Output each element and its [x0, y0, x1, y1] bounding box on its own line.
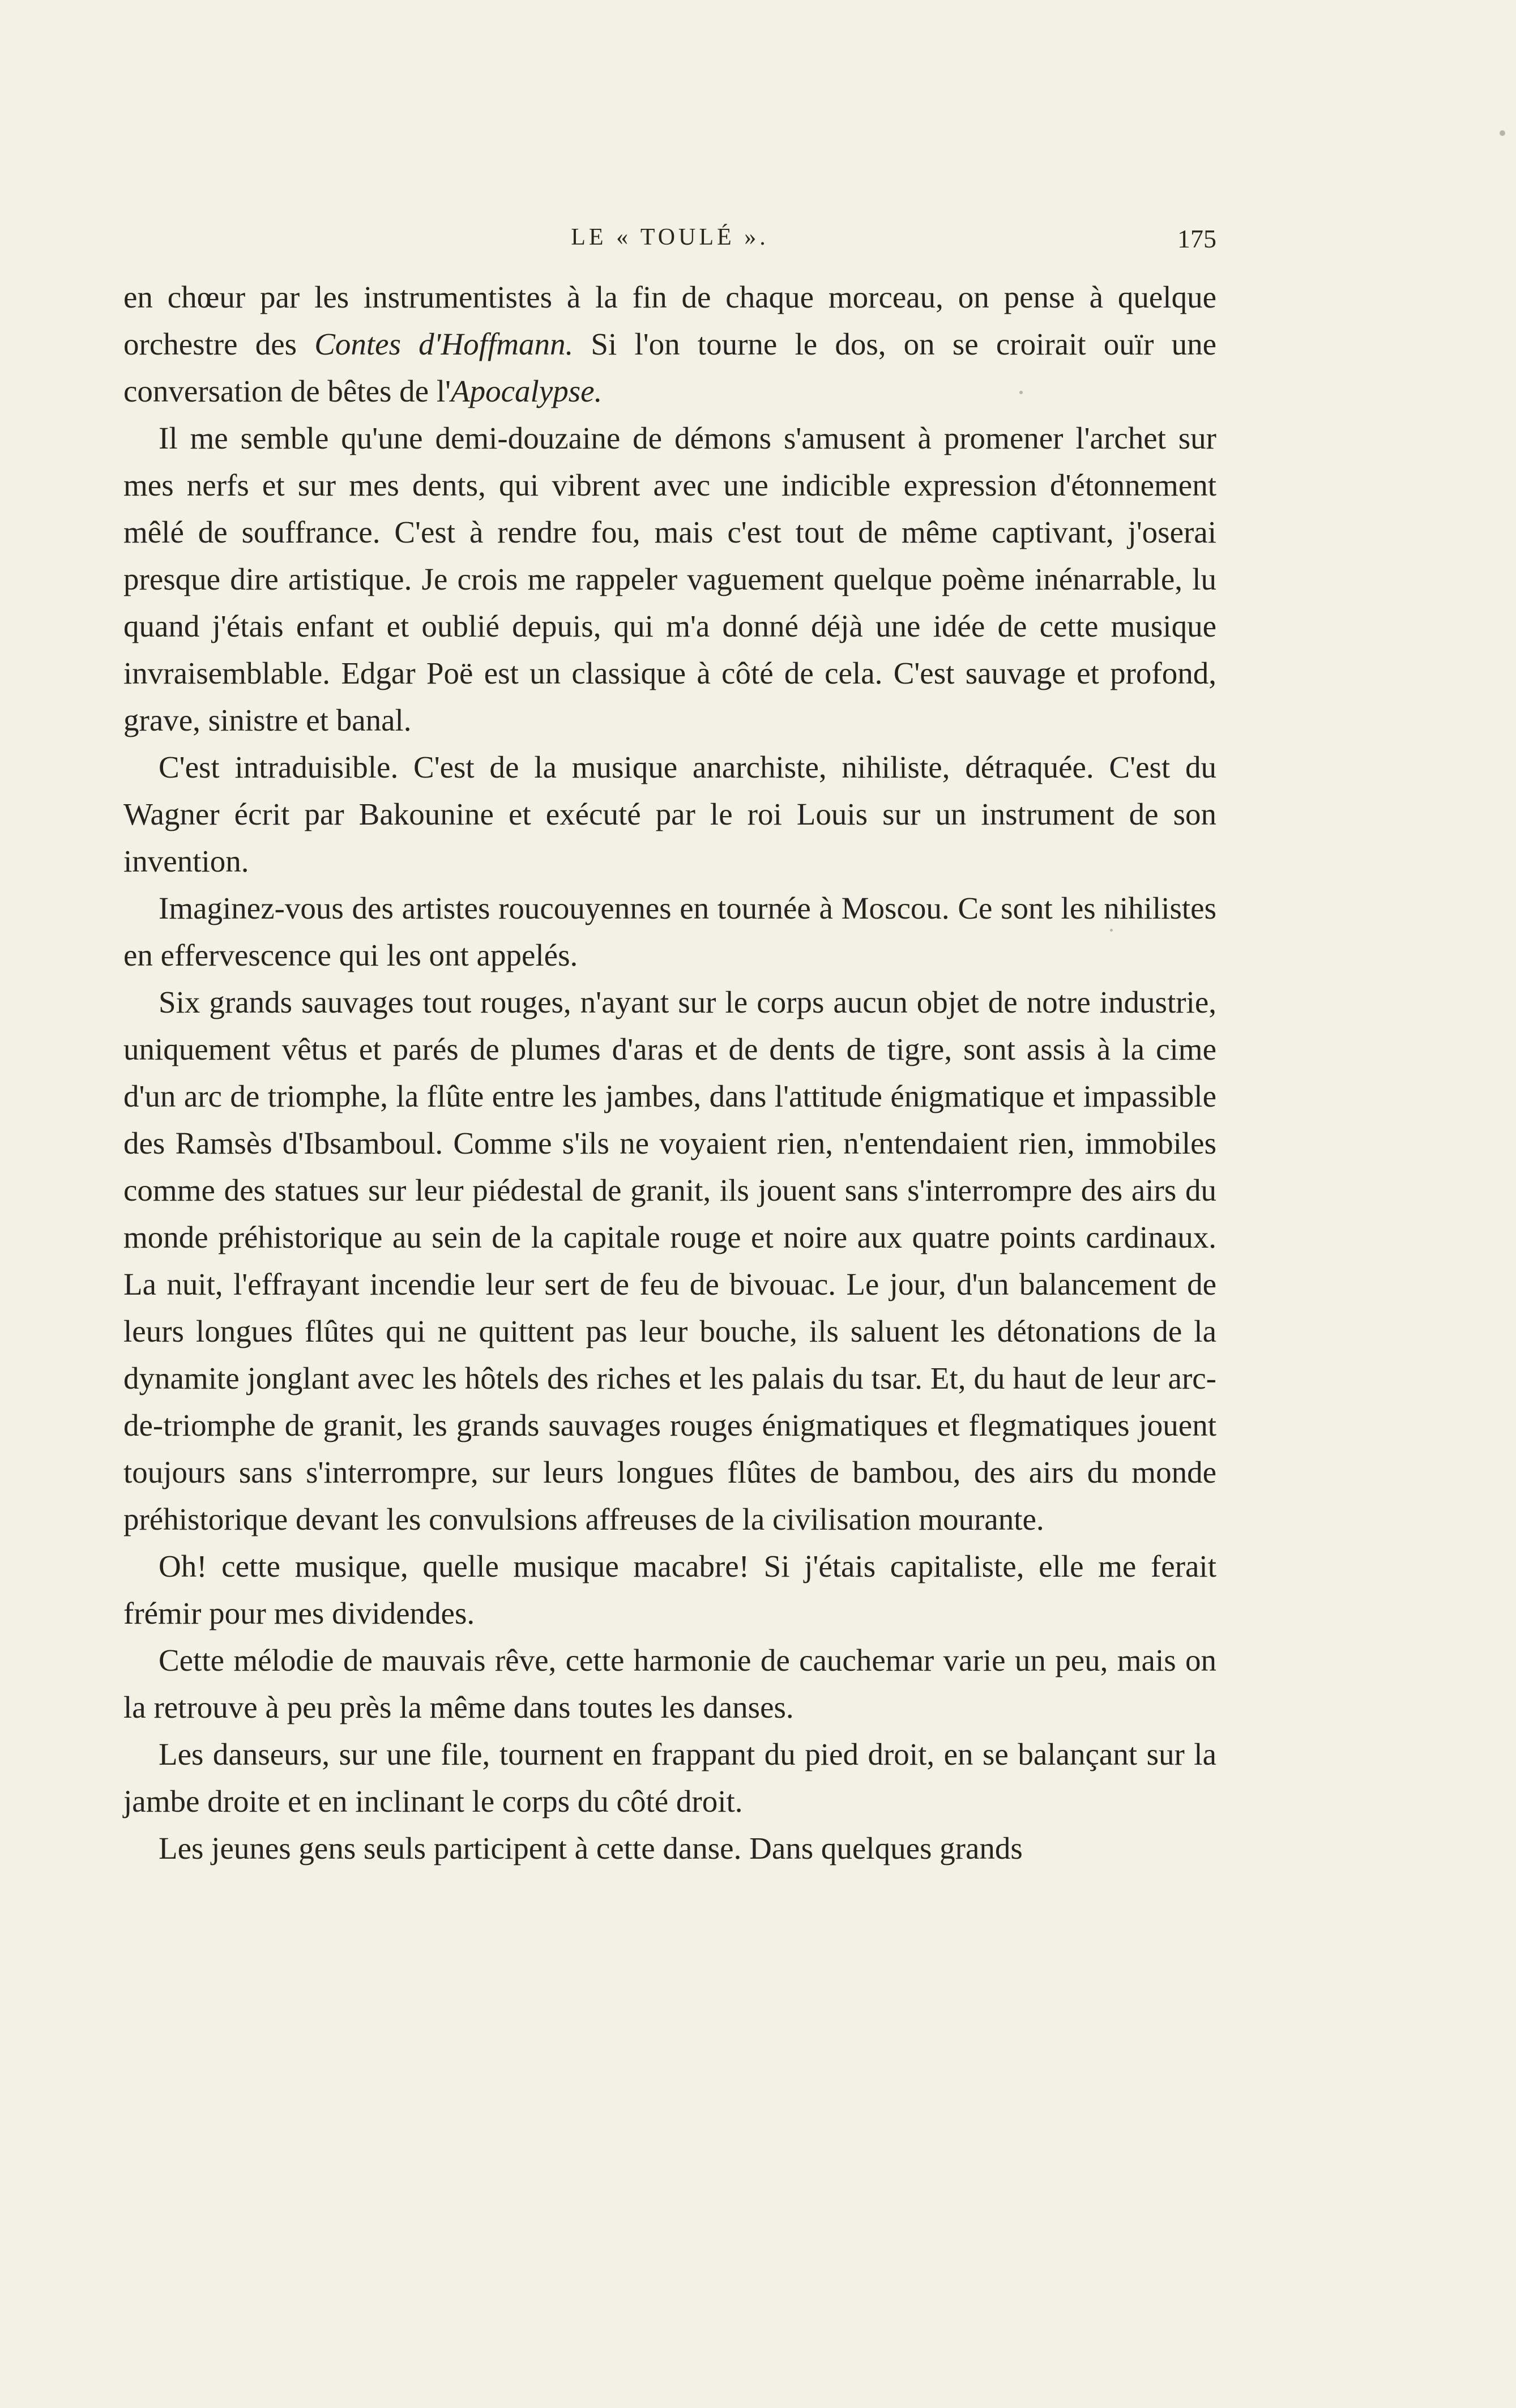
text-run: Il me semble qu'une demi-douzaine de démons s'amusent à promener l'archet sur mes nerfs et sur mes dents, qui vibrent avec une indicible expression d'étonnement mêlé de souffrance. C'est à rendre fou, mais c'est tout de même captivant, j'oserai presque dire artistique. Je crois me rappeler vaguement quelque poème inénarrable, lu quand j'étais enfant et oublié depuis, qui m'a donné déjà une idée de cette musique invraisemblable. Edgar Poë est un classique à côté de cela. C'est sauvage et profond, grave, sinistre et banal. [123, 421, 1216, 737]
text-run: Cette mélodie de mauvais rêve, cette harmonie de cauchemar varie un peu, mais on la retrouve à peu près la même dans toutes les danses. [123, 1643, 1216, 1724]
text-run: Les danseurs, sur une file, tournent en frappant du pied droit, en se balançant sur la jambe droite et en inclinant le corps du côté droit. [123, 1737, 1216, 1818]
paragraph [123, 1543, 1216, 1637]
paper-speck [1500, 130, 1505, 136]
body-text [123, 274, 1216, 1872]
italic-title: Contes d'Hoffmann. [314, 327, 574, 361]
paragraph [123, 979, 1216, 1543]
text-run: C'est intraduisible. C'est de la musique anarchiste, nihiliste, détraquée. C'est du Wagner écrit par Bakounine et exécuté par le roi Louis sur un instrument de son invention. [123, 750, 1216, 878]
text-run: Imaginez-vous des artistes roucouyennes en tournée à Moscou. Ce sont les nihilistes en effervescence qui les ont appelés. [123, 891, 1216, 972]
text-run: Si l'on tourne le dos, on se croirait ouïr une conversation de bêtes de l' [123, 327, 1216, 408]
paragraph [123, 1731, 1216, 1825]
running-head: LE « TOULÉ ». [571, 224, 769, 250]
text-run: Les jeunes gens seuls participent à cette danse. Dans quelques grands [159, 1831, 1023, 1865]
text-run: Oh! cette musique, quelle musique macabre! Si j'étais capitaliste, elle me ferait frémir pour mes dividendes. [123, 1549, 1216, 1630]
text-run: en chœur par les instrumentistes à la fin de chaque morceau, on pense à quelque orchestre des [123, 280, 1216, 361]
paragraph [123, 1637, 1216, 1731]
paragraph [123, 415, 1216, 744]
paragraph [123, 885, 1216, 979]
italic-title: Apocalypse. [451, 374, 603, 408]
text-run: Six grands sauvages tout rouges, n'ayant sur le corps aucun objet de notre industrie, uniquement vêtus et parés de plumes d'aras et de dents de tigre, sont assis à la cime d'un arc de triomphe, la flûte entre les jambes, dans l'attitude énigmatique et impassible des Ramsès d'Ibsamboul. Comme s'ils ne voyaient rien, n'entendaient rien, immobiles comme des statues sur leur piédestal de granit, ils jouent sans s'interrompre des airs du monde préhistorique au sein de la capitale rouge et noire aux quatre points cardinaux. La nuit, l'effrayant incendie leur sert de feu de bivouac. Le jour, d'un balancement de leurs longues flûtes qui ne quittent pas leur bouche, ils saluent les détonations de la dynamite jonglant avec les hôtels des riches et les palais du tsar. Et, du haut de leur arc-de-triomphe de granit, les grands sauvages rouges énigmatiques et flegmatiques jouent toujours sans s'interrompre, sur leurs longues flûtes de bambou, des airs du monde préhistorique devant les convulsions affreuses de la civilisation mourante. [123, 985, 1216, 1536]
paragraph [123, 1825, 1216, 1872]
page-number: 175 [1177, 224, 1216, 253]
paragraph [123, 744, 1216, 885]
paragraph [123, 274, 1216, 415]
page-header [123, 224, 1216, 258]
